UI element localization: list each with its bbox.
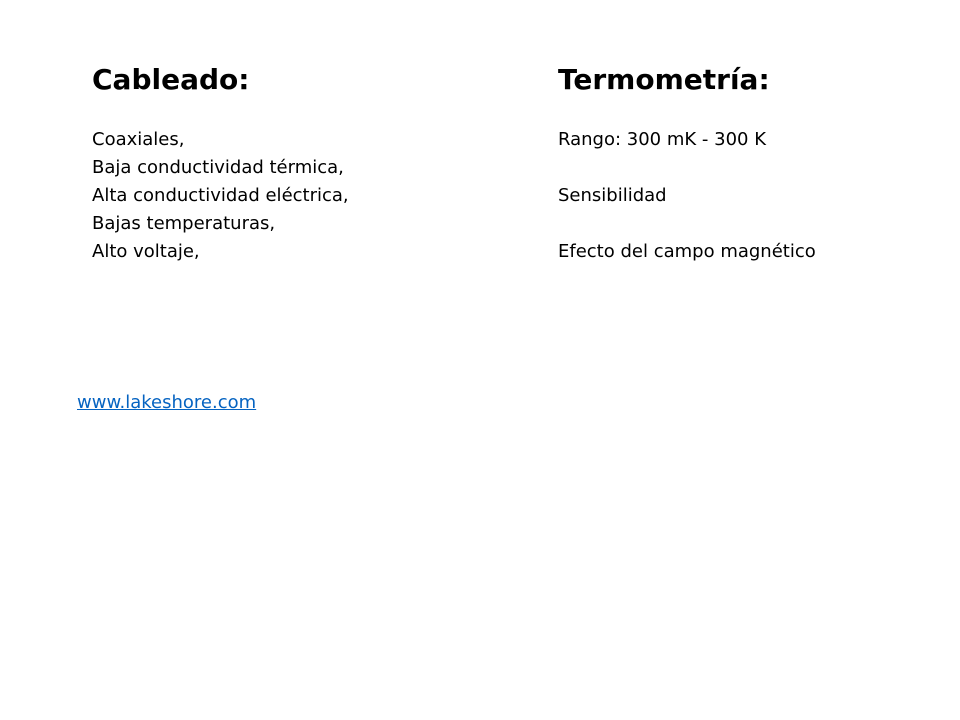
termometria-item-sensibilidad: Sensibilidad (558, 185, 667, 206)
cableado-item-coaxiales: Coaxiales, (92, 129, 185, 150)
termometria-item-campo-magnetico: Efecto del campo magnético (558, 241, 816, 262)
lakeshore-link[interactable]: www.lakeshore.com (77, 392, 257, 413)
termometria-list (558, 126, 816, 266)
termometria-item-rango: Rango: 300 mK - 300 K (558, 129, 767, 150)
cableado-item-alto-voltaje: Alto voltaje, (92, 241, 200, 262)
termometria-spacer-2 (558, 210, 816, 238)
termometria-spacer-1 (558, 154, 816, 182)
cableado-list (92, 126, 349, 266)
cableado-item-alta-conductividad: Alta conductividad eléctrica, (92, 185, 349, 206)
cableado-item-bajas-temperaturas: Bajas temperaturas, (92, 213, 276, 234)
cableado-heading: Cableado: (92, 63, 250, 96)
cableado-item-baja-conductividad: Baja conductividad térmica, (92, 157, 344, 178)
termometria-heading: Termometría: (558, 63, 770, 96)
